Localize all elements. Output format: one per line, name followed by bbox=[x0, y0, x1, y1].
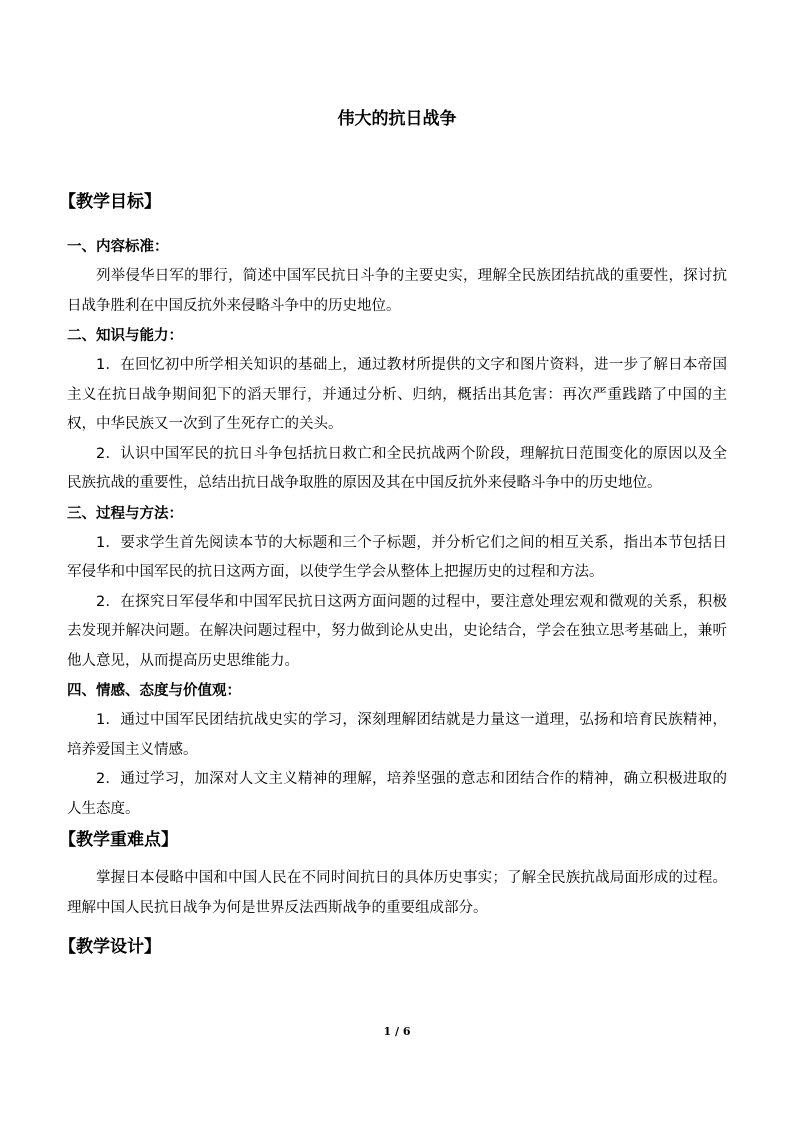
section-heading-objectives: 【教学目标】 bbox=[59, 192, 161, 212]
process-heading: 三、过程与方法： bbox=[67, 505, 183, 522]
document-body bbox=[59, 186, 727, 963]
values-heading: 四、情感、态度与价值观： bbox=[67, 683, 241, 699]
section-heading-keypoints: 【教学重难点】 bbox=[59, 830, 178, 850]
page-number: 1 / 6 bbox=[383, 1025, 411, 1038]
knowledge-item: 1．在回忆初中所学相关知识的基础上，通过教材所提供的文字和图片资料，进一步了解日本帝国主义在抗日战争期间犯下的滔天罪行，并通过分析、归纳，概括出其危害：再次严重践踏了中国的主权，中华民族又一次到了生死存亡的关头。 bbox=[67, 357, 727, 432]
page-title: 伟大的抗日战争 bbox=[337, 109, 457, 129]
process-item: 1．要求学生首先阅读本节的大标题和三个子标题，并分析它们之间的相互关系，指出本节包括日军侵华和中国军民的抗日这两方面，以使学生学会从整体上把握历史的过程和方法。 bbox=[67, 534, 727, 580]
section-heading-design: 【教学设计】 bbox=[59, 937, 161, 957]
process-item: 2．在探究日军侵华和中国军民抗日这两方面问题的过程中，要注意处理宏观和微观的关系，积极去发现并解决问题。在解决问题过程中，努力做到论从史出，史论结合，学会在独立思考基础上，兼听他人意见，从而提高历史思维能力。 bbox=[67, 593, 727, 669]
knowledge-heading: 二、知识与能力： bbox=[67, 328, 183, 344]
values-item: 1．通过中国军民团结抗战史实的学习，深刻理解团结就是力量这一道理，弘扬和培育民族精神，培养爱国主义情感。 bbox=[67, 712, 727, 758]
knowledge-item: 2．认识中国军民的抗日斗争包括抗日救亡和全民抗战两个阶段，理解抗日范围变化的原因以及全民族抗战的重要性，总结出抗日战争取胜的原因及其在中国反抗外来侵略斗争中的历史地位。 bbox=[67, 445, 727, 491]
content-standard-heading: 一、内容标准： bbox=[67, 239, 169, 255]
content-standard-text: 列举侵华日军的罪行，简述中国军民抗日斗争的主要史实，理解全民族团结抗战的重要性，探讨抗日战争胜利在中国反抗外来侵略斗争中的历史地位。 bbox=[67, 268, 727, 314]
values-item: 2．通过学习，加深对人文主义精神的理解，培养坚强的意志和团结合作的精神，确立积极进取的人生态度。 bbox=[67, 771, 727, 817]
keypoints-text: 掌握日本侵略中国和中国人民在不同时间抗日的具体历史事实；了解全民族抗战局面形成的过程。理解中国人民抗日战争为何是世界反法西斯战争的重要组成部分。 bbox=[67, 870, 727, 916]
